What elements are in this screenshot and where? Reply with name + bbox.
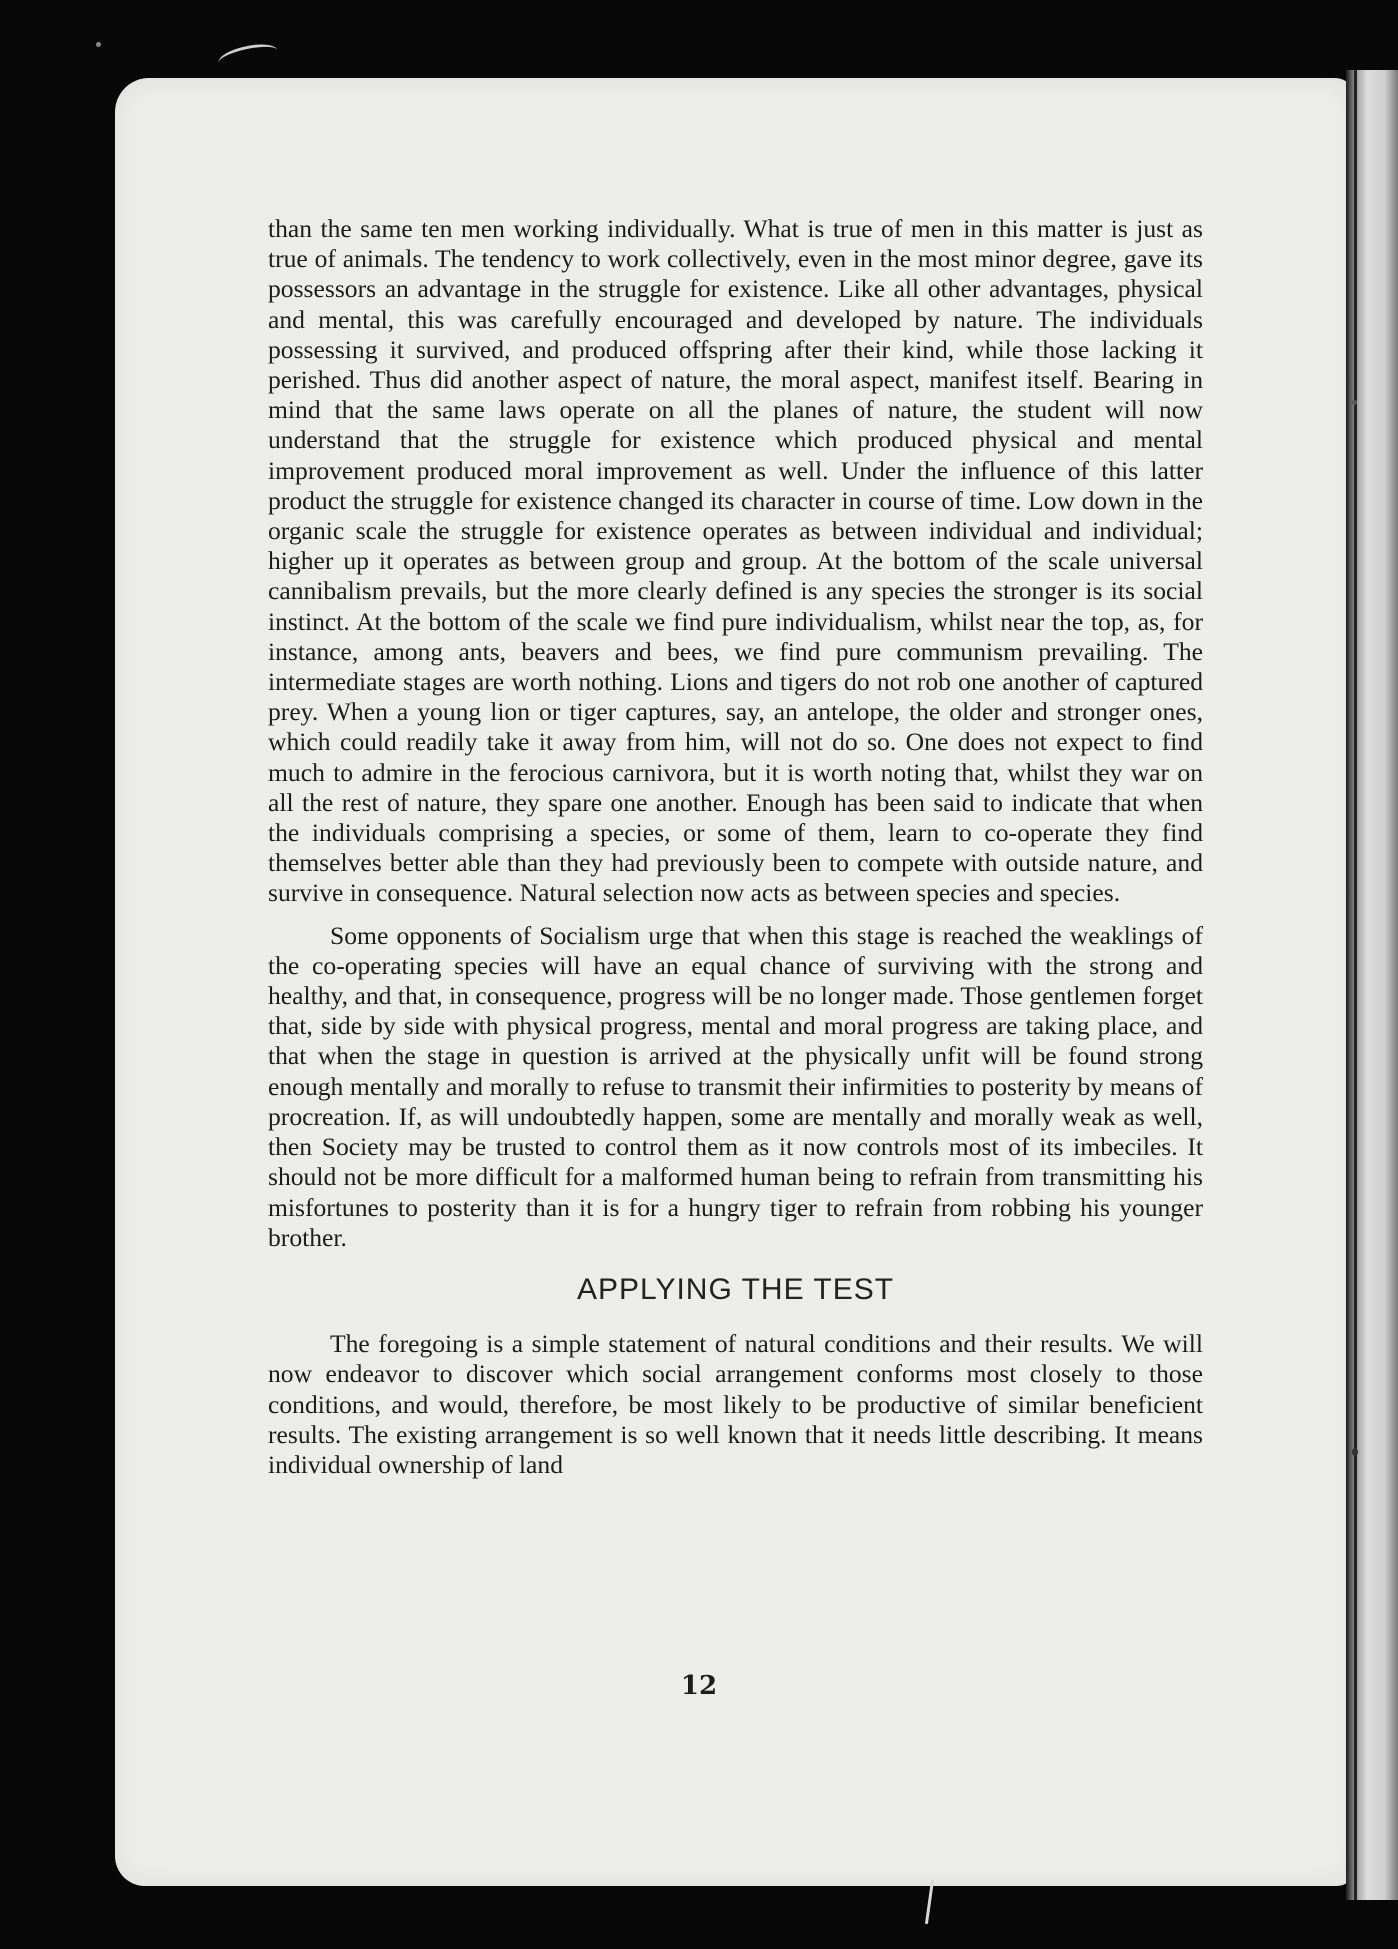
scan-speck [1352, 400, 1357, 405]
spine-shadow-line [1354, 70, 1357, 1900]
scan-artifact-bottom [925, 1880, 934, 1924]
scan-speck [96, 42, 101, 47]
paragraph: Some opponents of Socialism urge that when this stage is reached the weaklings of the co-operating species will have an equal chance of surviving with the strong and healthy, and that, in consequence, progress will be no longer made. Those gentlemen forget that, side by side with physical progress, mental and moral progress are taking place, and that when the stage in question is arrived at the physically unfit will be found strong enough mentally and morally to refuse to transmit their infirmities to posterity by means of procreation. If, as will undoubtedly happen, some are mentally and morally weak as well, then Society may be trusted to control them as it now controls most of its imbeciles. It should not be more difficult for a malformed human being to refrain from transmitting his misfortunes to posterity than it is for a hungry tiger to refrain from robbing his younger brother. [268, 920, 1203, 1252]
body-text [268, 214, 1203, 1480]
paragraph: than the same ten men working individually. What is true of men in this matter is just as true of animals. The tendency to work collectively, even in the most minor degree, gave its possessors an advantage in the struggle for existence. Like all other advantages, physical and mental, this was carefully encouraged and developed by nature. The individuals possessing it survived, and produced offspring after their kind, while those lacking it perished. Thus did another aspect of nature, the moral aspect, manifest itself. Bearing in mind that the same laws operate on all the planes of nature, the student will now understand that the struggle for existence which produced physical and mental improvement produced moral improvement as well. Under the influence of this latter product the struggle for existence changed its character in course of time. Low down in the organic scale the struggle for existence operates as between individual and individual; higher up it operates as between group and group. At the bottom of the scale universal cannibalism prevails, but the more clearly defined is any species the stronger is its social instinct. At the bottom of the scale we find pure individualism, whilst near the top, as, for instance, among ants, beavers and bees, we find pure communism prevailing. The intermediate stages are worth nothing. Lions and tigers do not rob one another of captured prey. When a young lion or tiger captures, say, an antelope, the older and stronger ones, which could readily take it away from him, will not do so. One does not expect to find much to admire in the ferocious carnivora, but it is worth noting that, whilst they war on all the rest of nature, they spare one another. Enough has been said to indicate that when the individuals comprising a species, or some of them, learn to co-operate they find themselves better able than they had previously been to compete with outside nature, and survive in consequence. Natural selection now acts as between species and species. [268, 214, 1203, 908]
section-heading: APPLYING THE TEST [576, 1272, 895, 1306]
book-spine-edge [1346, 70, 1398, 1900]
page-number: 12 [680, 1671, 718, 1701]
scan-speck [1352, 1448, 1358, 1456]
paragraph: The foregoing is a simple statement of natural conditions and their results. We will now endeavor to discover which social arrangement conforms most closely to those conditions, and would, therefore, be most likely to be productive of similar beneficient results. The existing arrangement is so well known that it needs little describing. It means individual ownership of land [268, 1329, 1203, 1479]
scan-artifact-top [216, 40, 279, 73]
